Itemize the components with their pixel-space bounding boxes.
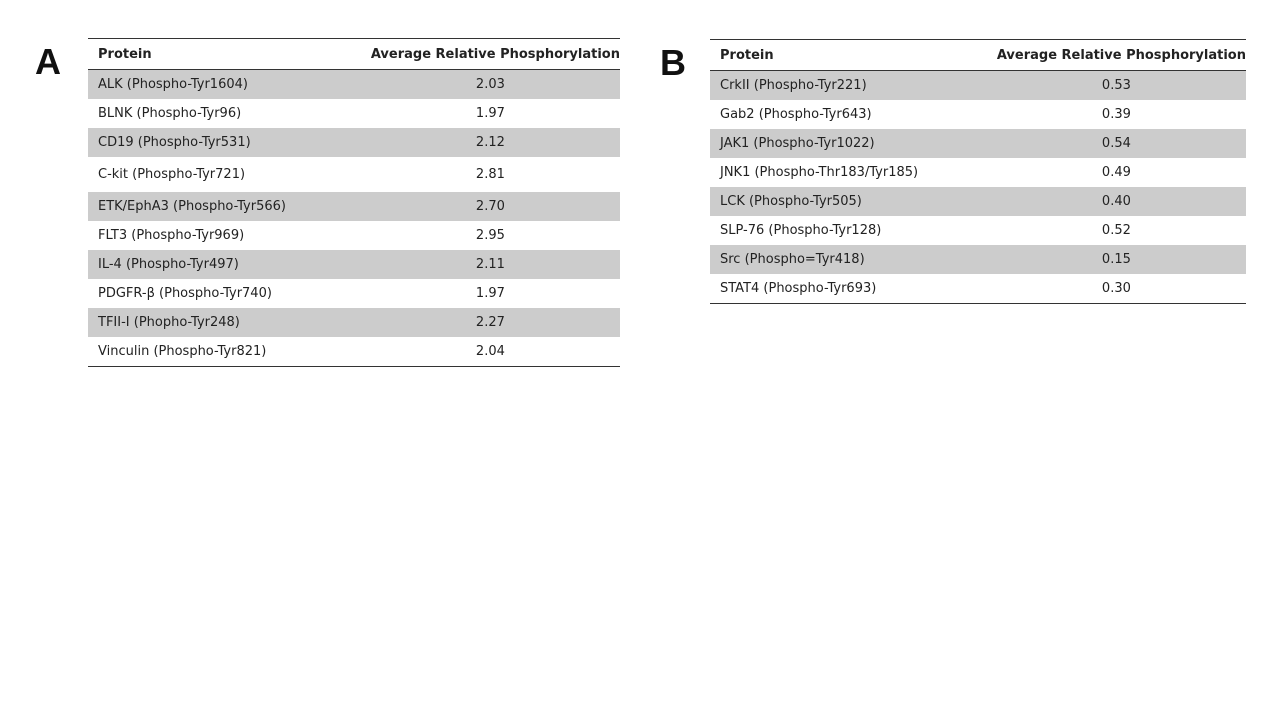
table-header-row	[88, 39, 620, 70]
value-cell: 2.70	[361, 192, 620, 221]
value-cell: 1.97	[475, 286, 505, 301]
table-row	[88, 250, 620, 279]
protein-cell: Src (Phospho=Tyr418)	[710, 245, 987, 274]
value-cell: 2.12	[361, 128, 620, 157]
table-row	[710, 158, 1246, 187]
value-cell: 2.03	[361, 70, 620, 100]
table-row	[88, 221, 620, 250]
table-row	[710, 71, 1246, 101]
table-header-row	[710, 40, 1246, 71]
table-row	[88, 192, 620, 221]
protein-cell: JNK1 (Phospho-Thr183/Tyr185)	[720, 165, 919, 180]
value-cell: 0.40	[987, 187, 1246, 216]
protein-cell: ETK/EphA3 (Phospho-Tyr566)	[88, 192, 361, 221]
protein-cell: CrkII (Phospho-Tyr221)	[710, 71, 987, 101]
table-row	[710, 129, 1246, 158]
value-cell: 0.49	[1101, 165, 1131, 180]
value-cell: 0.54	[987, 129, 1246, 158]
table-row	[88, 308, 620, 337]
protein-cell: PDGFR-β (Phospho-Tyr740)	[98, 286, 272, 301]
value-cell: 0.30	[987, 274, 1246, 304]
table-row	[88, 279, 620, 308]
protein-cell: ALK (Phospho-Tyr1604)	[88, 70, 361, 100]
panel-label-b: B	[660, 42, 686, 83]
column-header-protein: Protein	[88, 39, 361, 70]
protein-cell: BLNK (Phospho-Tyr96)	[98, 106, 242, 121]
value-cell: 2.04	[361, 337, 620, 367]
protein-cell: Gab2 (Phospho-Tyr643)	[720, 107, 872, 122]
table-row	[710, 245, 1246, 274]
value-cell: 0.53	[987, 71, 1246, 101]
column-header-value: Average Relative Phosphorylation	[987, 40, 1246, 71]
value-cell: 0.39	[1101, 107, 1131, 122]
value-cell: 1.97	[475, 106, 505, 121]
column-header-protein: Protein	[710, 40, 987, 71]
column-header-value: Average Relative Phosphorylation	[361, 39, 620, 70]
protein-cell: Vinculin (Phospho-Tyr821)	[88, 337, 361, 367]
value-cell: 2.11	[361, 250, 620, 279]
value-cell: 2.27	[361, 308, 620, 337]
value-cell: 2.95	[475, 228, 505, 243]
table-row	[710, 187, 1246, 216]
panel-label-a: A	[35, 41, 61, 82]
phosphorylation-table-b	[710, 39, 1246, 304]
table-row	[710, 100, 1246, 129]
protein-cell: JAK1 (Phospho-Tyr1022)	[710, 129, 987, 158]
table-row	[710, 216, 1246, 245]
value-cell: 2.81	[475, 167, 505, 182]
phosphorylation-table-a	[88, 38, 620, 367]
value-cell: 0.15	[987, 245, 1246, 274]
table-row	[88, 70, 620, 100]
protein-cell: C-kit (Phospho-Tyr721)	[98, 167, 246, 182]
table-row	[710, 274, 1246, 304]
protein-cell: TFII-I (Phopho-Tyr248)	[88, 308, 361, 337]
protein-cell: STAT4 (Phospho-Tyr693)	[710, 274, 987, 304]
table-row	[88, 128, 620, 157]
protein-cell: SLP-76 (Phospho-Tyr128)	[720, 223, 882, 238]
table-row	[88, 157, 620, 192]
protein-cell: IL-4 (Phospho-Tyr497)	[88, 250, 361, 279]
protein-cell: FLT3 (Phospho-Tyr969)	[98, 228, 245, 243]
protein-cell: LCK (Phospho-Tyr505)	[710, 187, 987, 216]
protein-cell: CD19 (Phospho-Tyr531)	[88, 128, 361, 157]
table-row	[88, 337, 620, 367]
table-row	[88, 99, 620, 128]
value-cell: 0.52	[1101, 223, 1131, 238]
